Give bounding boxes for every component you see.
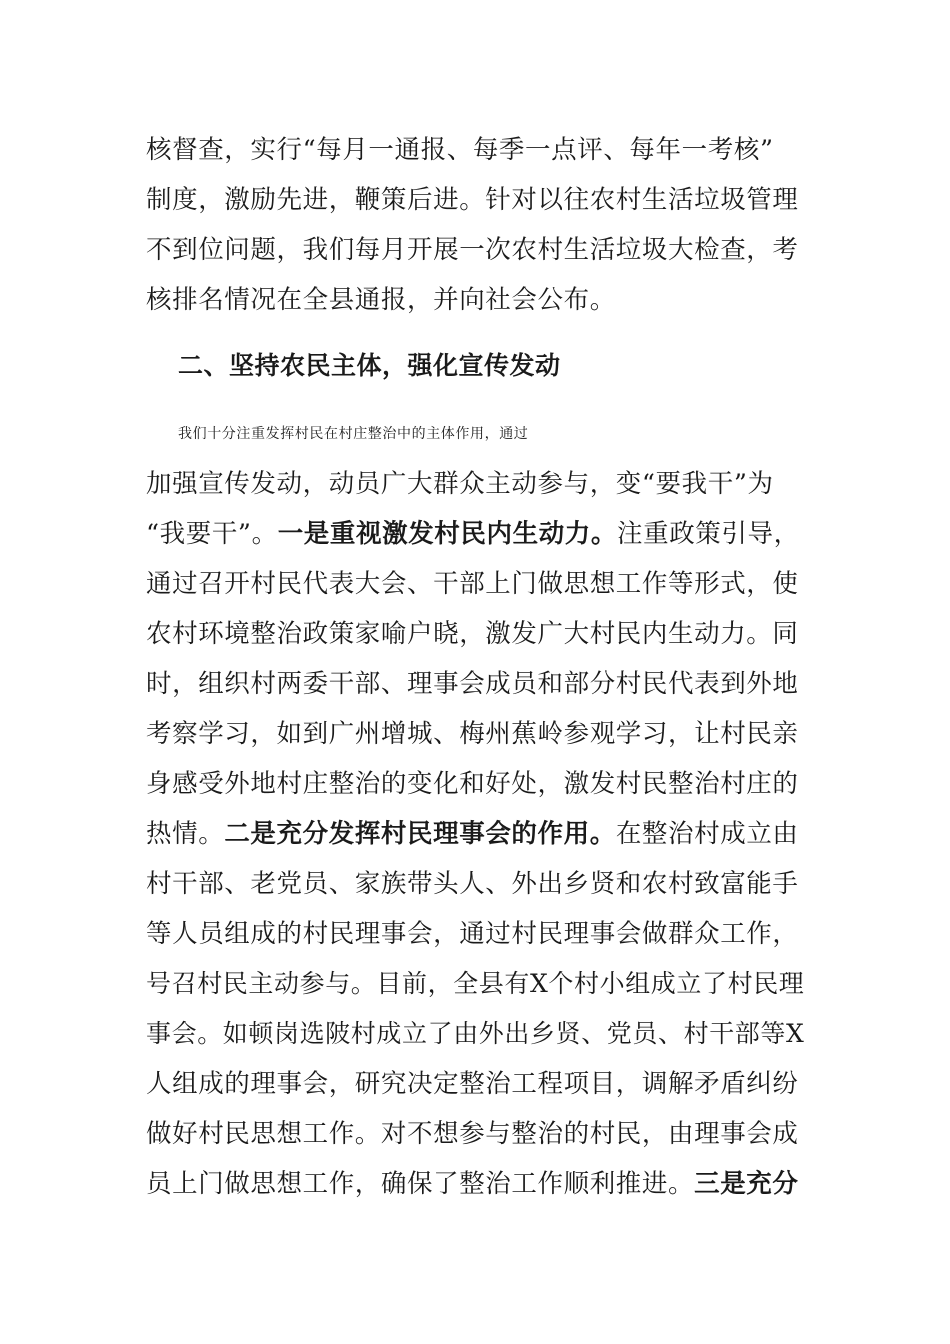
paragraph-2-line-3	[146, 518, 816, 550]
line-3-text-post: 注重政策引导，	[617, 519, 800, 549]
section-heading: 二、坚持农民主体，强化宣传发动	[178, 351, 561, 380]
paragraph-1-line-2: 制度，激励先进，鞭策后进。针对以往农村生活垃圾管理	[146, 185, 799, 215]
paragraph-2-line-4: 通过召开村民代表大会、干部上门做思想工作等形式，使	[146, 569, 799, 599]
line-9-text-pre: 热情。	[146, 819, 225, 849]
paragraph-2-line-7: 考察学习，如到广州增城、梅州蕉岭参观学习，让村民亲	[146, 719, 799, 749]
line-9-text-post: 在整治村成立由	[615, 819, 799, 849]
paragraph-2-line-14: 人组成的理事会，研究决定整治工程项目，调解矛盾纠纷	[146, 1069, 799, 1099]
paragraph-1-line-3: 不到位问题，我们每月开展一次农村生活垃圾大检查，考	[146, 235, 799, 265]
paragraph-2-line-13: 事会。如顿岗选陂村成立了由外出乡贤、党员、村干部等X	[146, 1019, 805, 1048]
paragraph-2-line-1: 我们十分注重发挥村民在村庄整治中的主体作用，通过	[178, 426, 529, 442]
paragraph-2-line-11: 等人员组成的村民理事会，通过村民理事会做群众工作，	[146, 919, 799, 949]
paragraph-2-line-10: 村干部、老党员、家族带头人、外出乡贤和农村致富能手	[146, 869, 799, 899]
paragraph-2-line-8: 身感受外地村庄整治的变化和好处，激发村民整治村庄的	[146, 769, 799, 799]
line-3-text-pre: “我要干”。	[146, 519, 278, 549]
line-16-text-pre: 员上门做思想工作，确保了整治工作顺利推进。	[146, 1169, 695, 1199]
paragraph-2-line-2: 加强宣传发动，动员广大群众主动参与，变“要我干”为	[146, 469, 774, 499]
paragraph-2-line-6: 时，组织村两委干部、理事会成员和部分村民代表到外地	[146, 669, 799, 699]
paragraph-2-line-12: 号召村民主动参与。目前，全县有X个村小组成立了村民理	[146, 969, 805, 998]
paragraph-2-line-16	[146, 1168, 816, 1200]
emphasis-point-three: 三是充分	[694, 1169, 799, 1199]
emphasis-point-one: 一是重视激发村民内生动力。	[277, 519, 617, 549]
paragraph-2-line-15: 做好村民思想工作。对不想参与整治的村民，由理事会成	[146, 1119, 799, 1149]
paragraph-2-line-5: 农村环境整治政策家喻户晓，激发广大村民内生动力。同	[146, 619, 799, 649]
paragraph-1-line-1: 核督查，实行“每月一通报、每季一点评、每年一考核”	[146, 135, 774, 165]
emphasis-point-two: 二是充分发挥村民理事会的作用。	[224, 819, 616, 849]
paragraph-1-line-4: 核排名情况在全县通报，并向社会公布。	[146, 285, 616, 315]
paragraph-2-line-9	[146, 818, 816, 850]
